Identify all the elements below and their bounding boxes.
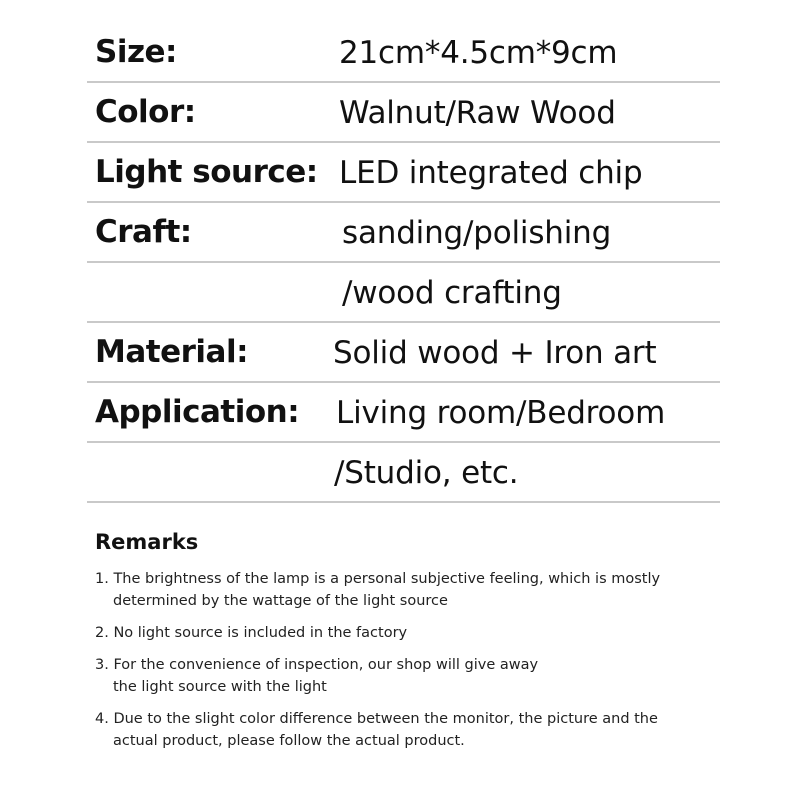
remarks-title: Remarks [95,530,199,554]
spec-value: LED integrated chip [339,155,643,191]
spec-row-application [87,383,720,443]
spec-row-size [87,23,720,83]
spec-label: Craft: [95,214,192,250]
spec-row-application-continued [87,443,720,503]
spec-label: Color: [95,94,196,130]
spec-value: Walnut/Raw Wood [339,95,616,131]
spec-label: Light source: [95,154,318,190]
remark-line-continued: the light source with the light [113,679,327,695]
remark-line: 3. For the convenience of inspection, our shop will give away [95,657,539,673]
remark-line: 2. No light source is included in the factory [95,625,408,641]
spec-label: Application: [95,394,300,430]
remark-line: 1. The brightness of the lamp is a personal subjective feeling, which is mostly [95,571,661,587]
remark-item [95,622,735,644]
spec-table [87,23,720,503]
remark-item [95,708,735,752]
spec-value: sanding/polishing [342,215,612,251]
spec-value: /wood crafting [342,275,562,311]
spec-value: Solid wood + Iron art [333,335,657,371]
spec-row-color [87,83,720,143]
spec-label: Material: [95,334,248,370]
remark-line-continued: actual product, please follow the actual product. [113,733,465,749]
spec-row-craft [87,203,720,263]
spec-value: 21cm*4.5cm*9cm [339,35,618,71]
remark-item [95,568,735,612]
remark-line: 4. Due to the slight color difference between the monitor, the picture and the [95,711,658,727]
remark-line-continued: determined by the wattage of the light source [113,593,448,609]
spec-value: Living room/Bedroom [336,395,666,431]
spec-row-craft-continued [87,263,720,323]
remarks-section [95,530,735,762]
spec-label: Size: [95,34,177,70]
spec-row-material [87,323,720,383]
spec-value: /Studio, etc. [334,455,519,491]
remark-item [95,654,735,698]
spec-row-light-source [87,143,720,203]
